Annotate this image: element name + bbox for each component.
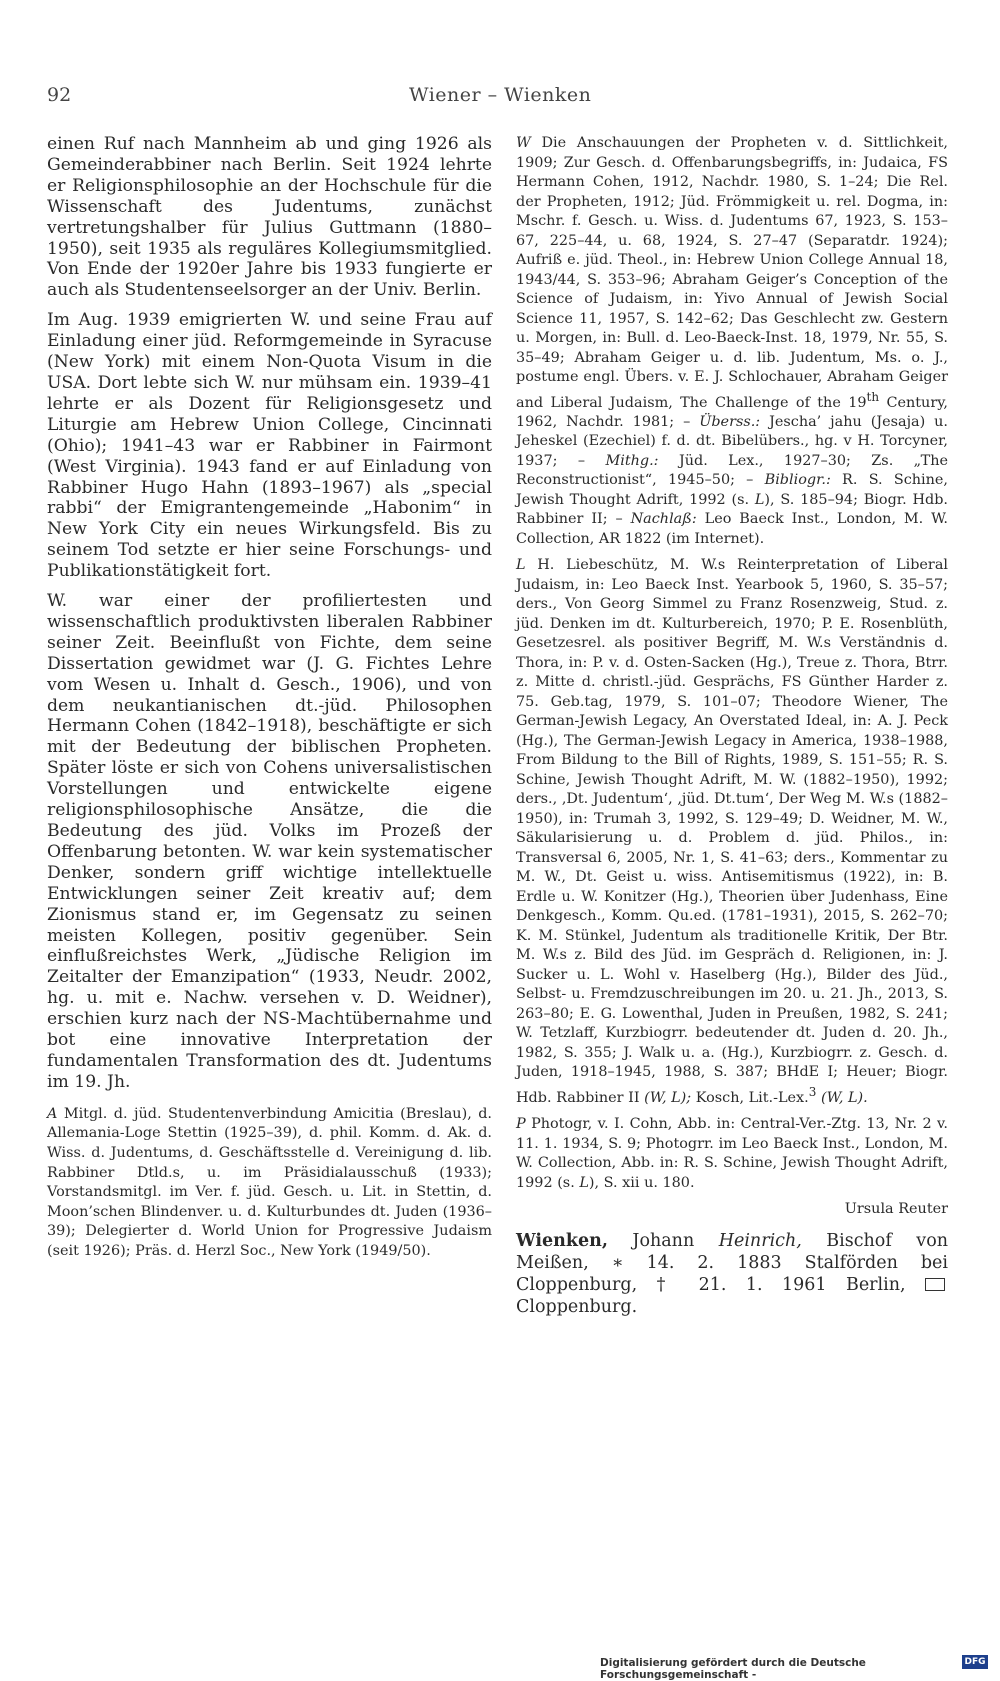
footer-credit: Digitalisierung gefördert durch die Deutsche Forschungsgemeinschaft - xyxy=(600,1657,866,1681)
superscript-3: 3 xyxy=(808,1084,817,1099)
section-l-literature xyxy=(516,556,948,1108)
page-number: 92 xyxy=(47,84,72,106)
section-l-text: Kosch, Lit.-Lex. xyxy=(691,1089,809,1106)
running-title: Wiener – Wienken xyxy=(409,84,592,106)
section-a-text: Mitgl. d. jüd. Studentenverbindung Amicitia (Breslau), d. Allemania-Loge Stettin (1925–39), d. phil. Komm. d. Ak. d. Wiss. d. Judentums, d. Geschäftsstelle d. Vereinigung d. lib. Rabbiner Dtld.s, u. im Präsidialausschuß (1933); Vorstandsmitgl. im Ver. f. jüd. Gesch. u. Lit. in Stettin, d. Moon’schen Blindenver. u. d. Kulturbundes dt. Juden (1936–39); Delegierter d. World Union for Progressive Judaism (seit 1926); Präs. d. Herzl Soc., New York (1949/50). xyxy=(47,1105,492,1259)
page-footer xyxy=(600,1655,1000,1681)
author-signature: Ursula Reuter xyxy=(844,1201,948,1218)
paragraph-emigration: Im Aug. 1939 emigrierten W. und seine Frau auf Einladung einer jüd. Reformgemeinde in Syracuse (New York) mit einem Non-Quota Visum in die USA. Dort lebte sich W. nur mühsam ein. 1939–41 lehrte er als Dozent für Religionsgesetz und Liturgie am Hebrew Union College, Cincinnati (Ohio); 1941–43 war er Rabbiner in Fairmont (West Virginia). 1943 fand er auf Einladung von Rabbiner Hugo Hahn (1893–1967) als „special rabbi“ der Emigrantengemeinde „Habonim“ in New York City ein neues Wirkungsfeld. Bis zu seinem Tod setzte er hier seine Forschungs- und Publikationstätigkeit fort. xyxy=(47,310,492,582)
entry-wienken xyxy=(516,1230,948,1318)
section-w-text: Die Anschauungen der Propheten v. d. Sittlichkeit, 1909; Zur Gesch. d. Offenbarungsbegriffs, in: Judaica, FS Hermann Cohen, 1912, Nachdr. 1980, S. 1–24; Die Rel. der Propheten, 1912; Jüd. Frömmigkeit u. rel. Dogma, in: Mschr. f. Gesch. u. Wiss. d. Judentums 67, 1923, S. 153–67, 225–44, u. 68, 1924, S. 27–47 (Separatdr. 1924); Aufriß e. jüd. Theol., in: Hebrew Union College Annual 18, 1943/44, S. 353–96; Abraham Geiger’s Conception of the Science of Judaism, in: Yivo Annual of Jewish Social Science 11, 1957, S. 142–62; Das Geschlecht zw. Gestern u. Morgen, in: Bull. d. Leo-Baeck-Inst. 18, 1979, Nr. 55, S. 35–49; Abraham Geiger u. d. lib. Judentum, Ms. o. J., postume engl. Übers. v. E. J. Schlochauer, Abraham Geiger and Liberal Judaism, The Challenge of the 19 xyxy=(516,135,948,411)
ref-l: L xyxy=(754,491,765,508)
right-column xyxy=(516,134,948,1325)
label-uebers: Überss.: xyxy=(699,413,761,430)
section-w-text: Jescha’ jahu (Jesaja) u. Jeheskel (Ezechiel) f. d. dt. Bibelübers., hg. v H. Torcyner, 1937; – xyxy=(516,413,949,469)
entry-surname: Wienken, xyxy=(516,1230,608,1251)
section-l-text: H. Liebeschütz, M. W.s Reinterpretation of Liberal Judaism, in: Leo Baeck Inst. Yearbook 5, 1960, S. 35–57; ders., Von Georg Simmel zu Franz Rosenzweig, Stud. z. jüd. Denken im dt. Kulturbereich, 1970; P. E. Rosenblüth, Gesetzesrel. als positiver Begriff, M. W.s Verständnis d. Thora, in: P. v. d. Osten-Sacken (Hg.), Treue z. Thora, Btrr. z. Mitte d. christl.-jüd. Gesprächs, FS Günther Harder z. 75. Geb.tag, 1979, S. 101–07; Theodore Wiener, The German-Jewish Legacy, An Overstated Ideal, in: A. J. Peck (Hg.), The German-Jewish Legacy in America, 1938–1988, From Bildung to the Bill of Rights, 1989, S. 151–55; R. S. Schine, Jewish Thought Adrift, M. W. (1882–1950), 1992; ders., ‚Dt. Judentum‘, ‚jüd. Dt.tum‘, Der Weg M. W.s (1882–1950), in: Trumah 3, 1992, S. 129–49; D. Weidner, M. W., Säkularisierung u. d. Problem d. jüd. Philos., in: Transversal 6, 2005, Nr. 1, S. 41–63; ders., Kommentar zu M. W., Dt. Geist u. wiss. Antisemitismus (1922), in: B. Erdle u. W. Konitzer (Hg.), Theorien über Judenhass, Eine Denkgesch., Komm. Qu.ed. (1781–1931), 2015, S. 262–70; K. M. Stünkel, Judentum als traditionelle Kritik, Der Btr. M. W.s z. Bild des Jüd. im Gespräch d. Religionen, in: J. Sucker u. L. Wohl v. Haselberg (Hg.), Bilder des Jüd., Selbst- u. Fremdzuschreibungen im 20. u. 21. Jh., 2013, S. 263–80; E. G. Lowenthal, Juden in Preußen, 1982, S. 241; W. Tetzlaff, Kurzbiogrr. bedeutender dt. Juden d. 20. Jh., 1982, S. 355; J. Walk u. a. (Hg.), Kurzbiogrr. z. Gesch. d. Juden, 1918–1945, 1988, S. 387; BHdE I; Heuer; Biogr. Hdb. Rabbiner II xyxy=(516,557,948,1106)
section-w-text: ), S. 185–94; Biogr. Hdb. Rabbiner II; – xyxy=(516,491,948,528)
section-w-text: Leo Baeck Inst., London, M. W. Collection, AR 1822 (im Internet). xyxy=(516,511,948,547)
section-l-label: L xyxy=(516,557,526,574)
superscript-th: th xyxy=(866,389,880,404)
entry-text: Bischof von Meißen, ∗ 14. 2. 1883 Stalförden bei Cloppenburg, † 21. 1. 1961 Berlin, xyxy=(516,1230,948,1295)
section-a-memberships xyxy=(47,1105,492,1262)
page-header xyxy=(47,84,947,112)
burial-symbol-icon xyxy=(925,1278,945,1291)
entry-given-name-italic: Heinrich, xyxy=(718,1230,802,1251)
section-p-text: ), S. xii u. 180. xyxy=(588,1174,695,1191)
paragraph-significance: W. war einer der profiliertesten und wissenschaftlich produktivsten liberalen Rabbiner seiner Zeit. Beeinflußt von Fichte, dem seine Dissertation gewidmet war (J. G. Fichtes Lehre vom Wesen u. Inhalt d. Gesch., 1906), und von dem neukantianischen dt.-jüd. Philosophen Hermann Cohen (1842–1918), beschäftigte er sich mit der Bedeutung der biblischen Propheten. Später löste er sich von Cohens universalistischen Vorstellungen und entwickelte eigene religionsphilosophische Ansätze, die die Bedeutung des jüd. Volks im Prozeß der Offenbarung betonten. W. war kein systematischer Denker, sondern griff wichtige intellektuelle Entwicklungen seiner Zeit kreativ auf; dem Zionismus stand er, im Gegensatz zu seinen meisten Kollegen, positiv gegenüber. Sein einflußreichstes Werk, „Jüdische Religion im Zeitalter der Emanzipation“ (1933, Neudr. 2002, hg. u. mit e. Nachw. versehen v. D. Weidner), erschien kurz nach der NS-Machtübernahme und bot eine innovative Interpretation der fundamentalen Transformation des dt. Judentums im 19. Jh. xyxy=(47,591,492,1092)
paragraph-career: einen Ruf nach Mannheim ab und ging 1926 als Gemeinderabbiner nach Berlin. Seit 1924 lehrte er Religionsphilosophie an der Hochschule für die Wissenschaft des Judentums, zunächst vertretungshalber für Julius Guttmann (1880–1950), seit 1935 als reguläres Kollegiumsmitglied. Von Ende der 1920er Jahre bis 1933 fungierte er auch als Studentenseelsorger an der Univ. Berlin. xyxy=(47,134,492,301)
section-p-photos xyxy=(516,1115,948,1193)
entry-given-name: Johann xyxy=(607,1230,719,1251)
ref-l: L xyxy=(579,1174,589,1191)
section-a-label: A xyxy=(47,1105,58,1122)
ref-wl: (W, L); xyxy=(644,1089,692,1106)
label-mithg: Mithg.: xyxy=(605,452,659,469)
dfg-logo: DFG xyxy=(962,1655,988,1669)
section-w-label: W xyxy=(516,135,531,151)
section-w-works xyxy=(516,134,948,549)
left-column xyxy=(47,134,492,1271)
entry-text: Cloppenburg. xyxy=(516,1296,638,1317)
label-bibliogr: Bibliogr.: xyxy=(764,472,831,489)
ref-wl: (W, L). xyxy=(816,1089,868,1106)
section-w-text: Century, 1962, Nachdr. 1981; – xyxy=(516,394,948,430)
section-w-text: R. S. Schine, Jewish Thought Adrift, 1992 (s. xyxy=(516,472,949,508)
label-nachlass: Nachlaß: xyxy=(630,511,697,528)
section-p-label: P xyxy=(516,1116,526,1133)
section-w-text: Jüd. Lex., 1927–30; Zs. „The Reconstructionist“, 1945–50; – xyxy=(516,452,948,489)
section-p-text: Photogr, v. I. Cohn, Abb. in: Central-Ver.-Ztg. 13, Nr. 2 v. 11. 1. 1934, S. 9; Photogrr. im Leo Baeck Inst., London, M. W. Collection, Abb. in: R. S. Schine, Jewish Thought Adrift, 1992 (s. xyxy=(516,1116,948,1191)
